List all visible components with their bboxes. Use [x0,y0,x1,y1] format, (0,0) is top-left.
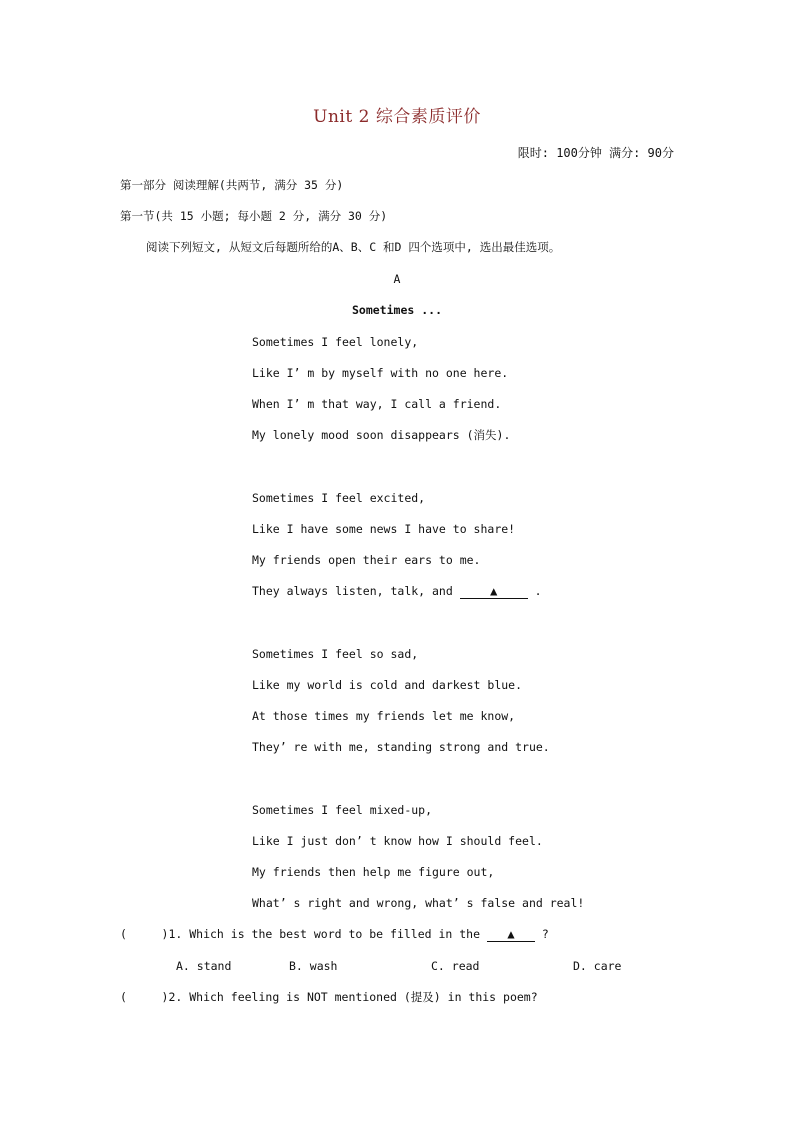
poem-line: Like I’ m by myself with no one here. [252,366,509,380]
poem-line: What’ s right and wrong, what’ s false and real! [252,896,585,910]
poem-line-text: They always listen, talk, and [252,584,460,598]
poem-line: Sometimes I feel so sad, [252,647,419,661]
poem-line: Like I have some news I have to share! [252,522,516,536]
answer-bracket[interactable]: ( ) [120,990,169,1004]
poem-line-end: . [527,584,542,598]
poem-line: My lonely mood soon disappears (消失). [252,428,511,442]
question-2 [120,989,538,1005]
answer-blank [460,584,528,599]
question-text: 2. Which feeling is NOT mentioned (提及) in this poem? [168,990,538,1004]
poem-line: Like I just don’ t know how I should feel. [252,834,543,848]
subsection-heading: 第一节(共 15 小题; 每小题 2 分, 满分 30 分) [120,209,388,223]
time-limit: 限时: 100分钟 满分: 90分 [517,146,674,160]
option-a[interactable]: A. stand [176,959,232,973]
poem-line: My friends then help me figure out, [252,865,495,879]
triangle-icon: ▲ [507,927,515,941]
answer-blank [487,927,535,942]
poem-line: My friends open their ears to me. [252,553,481,567]
part-heading: 第一部分 阅读理解(共两节, 满分 35 分) [120,178,344,192]
poem-line: Sometimes I feel lonely, [252,335,419,349]
poem-line: At those times my friends let me know, [252,709,516,723]
question-suffix: ? [534,927,549,941]
passage-title: Sometimes ... [351,303,442,317]
option-d[interactable]: D. care [573,959,622,973]
poem-line-with-blank [252,583,542,599]
answer-bracket[interactable]: ( ) [120,927,169,941]
passage-label: A [393,272,401,286]
question-1 [120,926,549,942]
poem-line: When I’ m that way, I call a friend. [252,397,502,411]
poem-line: They’ re with me, standing strong and true. [252,740,550,754]
page-title: Unit 2 综合素质评价 [313,107,481,127]
instruction: 阅读下列短文, 从短文后每题所给的A、B、C 和D 四个选项中, 选出最佳选项。 [146,240,561,254]
option-b[interactable]: B. wash [289,959,338,973]
question-text: 1. Which is the best word to be filled in the [168,927,487,941]
poem-line: Sometimes I feel mixed-up, [252,803,433,817]
option-c[interactable]: C. read [431,959,480,973]
poem-line: Like my world is cold and darkest blue. [252,678,523,692]
triangle-icon: ▲ [490,584,498,598]
poem-line: Sometimes I feel excited, [252,491,426,505]
